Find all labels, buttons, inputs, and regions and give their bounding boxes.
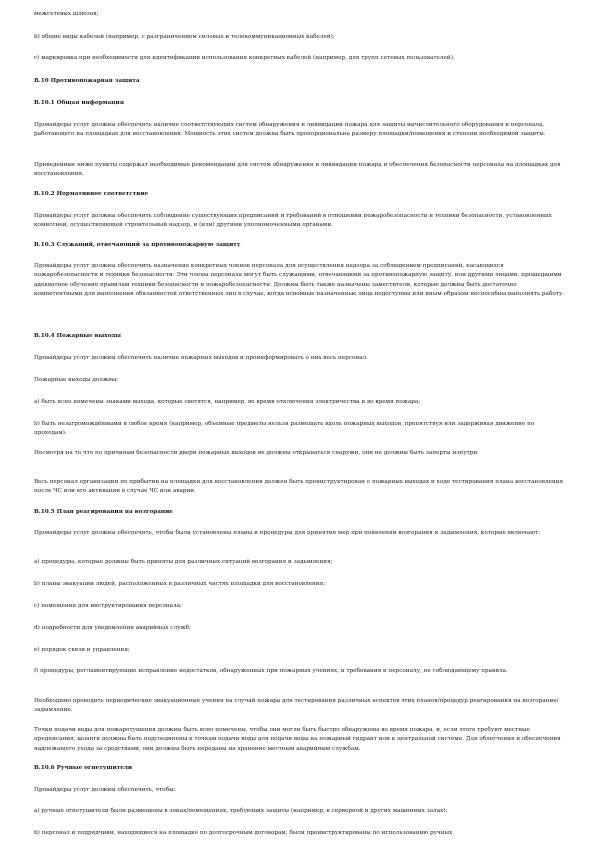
list-item-continuation: межсетевых шлюзов; xyxy=(34,11,99,17)
paragraph: Несмотря на то что по причинам безопасности двери пожарных выходов не должны открываться снаружи, они не должны быть заперты изнутри. xyxy=(34,450,479,456)
list-item-c: c) помещения для инструктирования персонала; xyxy=(34,603,182,609)
list-item-a: a) ручные огнетушители были размещены в зонах/помещениях, требующих защиты (например, в серверной и других машинных залах); xyxy=(34,808,448,814)
list-item-c: c) маркировка при необходимости для идентификации использования конкретных кабелей (например, для групп сетевых пользователей). xyxy=(34,55,455,61)
list-item-e: e) порядок связи и управления; xyxy=(34,647,130,653)
subsection-heading: B.10.2 Нормативное соответствие xyxy=(34,191,149,197)
paragraph: Провайдеры услуг должны обеспечить наличие соответствующих систем обнаружения и ликвидации пожара для защиты вычислительного оборудования и персонала, работающего на площадках для восстановления. Мощность этих систем должна быть пропорциональна размеру площадки/помещения и степени необходимой защиты. xyxy=(34,122,546,138)
list-item-f: f) процедуры, регламентирующие исправление недостатков, обнаруженных при пожарных учениях, и требования к персоналу, не соблюдающему правила. xyxy=(34,668,508,674)
paragraph: Провайдеры услуг должны обеспечить назначение конкретных членов персонала для осуществления надзора за соблюдением предписаний, касающихся пожаробезопасности и техники безопасности. Эти члены персонала могут быть служащими, отвечающими за противопожарную защиту, или другими лицами, прошедшими адекватное обучение правилам техники безопасности и пожаробезопасности. Должны быть также назначены заместители, которые должны быть достаточно компетентными для выполнения обязанностей ответственных лиц в случае, когда основные назначенные лица недоступны или иным образом неспособны выполнять работу. xyxy=(34,263,565,297)
paragraph: Провайдеры услуг должны обеспечить наличие пожарных выходов и проинформировать о них весь персонал. xyxy=(34,355,368,361)
list-item-a: a) быть ясно помечены знаками выхода, которые светятся, например, во время отключения электричества и во время пожара; xyxy=(34,399,421,405)
paragraph: Провайдеры услуг должны обеспечить, чтобы были установлены планы и процедуры для принятия мер при появлении возгорания и задымления, которые включают: xyxy=(34,530,541,536)
paragraph: Пожарные выходы должны: xyxy=(34,377,119,383)
subsection-heading: B.10.1 Общая информация xyxy=(34,100,124,106)
paragraph: Точки подачи воды для пожаротушения должны быть ясно помечены, чтобы они могли быть быстро обнаружены во время пожара, и, если этого требуют местные предписания, шланги должны быть подсоединены к точкам подачи воды для подачи воды на пожарный гидрант или к центральной системе. Для облегчения и обеспечения надлежащего ухода за средствами, они должны быть переданы на хранение местным аварийным службам. xyxy=(34,727,561,752)
paragraph: Приведенные ниже пункты содержат необходимые рекомендации для систем обнаружения и ликвидации пожара и обеспечения безопасности персонала на площадках для восстановления. xyxy=(34,162,561,178)
paragraph: Провайдеры услуг должны обеспечить соблюдение существующих предписаний и требований в отношении пожаробезопасности и техники безопасности, установленных комиссией, осуществляющей строительный надзор, и (или) другими уполномоченными органами. xyxy=(34,213,552,229)
subsection-heading: B.10.3 Служащий, отвечающий за противопожарную защиту xyxy=(34,242,241,248)
list-item-b: b) персонал и подрядчики, находящиеся на площадке по долгосрочным договорам, были проинструктированы по использованию ручных xyxy=(34,830,453,836)
subsection-heading: B.10.6 Ручные огнетушители xyxy=(34,765,133,771)
subsection-heading: B.10.5 План реагирования на возгорание xyxy=(34,509,173,515)
subsection-heading: B.10.4 Пожарные выходы xyxy=(34,333,121,339)
list-item-b: b) общие виды кабелей (например, с разграничением силовых и телекоммуникационных кабелей); xyxy=(34,34,335,40)
list-item-a: a) процедуры, которые должны быть приняты для различных ситуаций возгорания и задымления; xyxy=(34,559,333,565)
list-item-b: b) быть незагромождёнными в любое время (например, объемные предметы нельзя размещать вдоль пожарных выходов, препятствуя или задерживая движение по проходам). xyxy=(34,421,535,437)
paragraph: Весь персонал организации по прибытии на площадки для восстановления должен быть проинструктирован о пожарных выходах и ходе тестирования плана восстановления после ЧС или его активации в случае ЧС или аварии. xyxy=(34,479,564,495)
list-item-b: b) планы эвакуации людей, расположенных в различных частях площадки для восстановления; xyxy=(34,581,326,587)
paragraph: Необходимо проводить периодические эвакуационные учения на случай пожара для тестирования различных аспектов этих планов/процедур реагирования на возгорание/задымление. xyxy=(34,698,559,714)
list-item-d: d) подробности для уведомления аварийных служб; xyxy=(34,625,192,631)
paragraph: Провайдеры услуг должны обеспечить, чтобы: xyxy=(34,787,176,793)
section-heading: B.10 Противопожарная защита xyxy=(34,78,140,84)
